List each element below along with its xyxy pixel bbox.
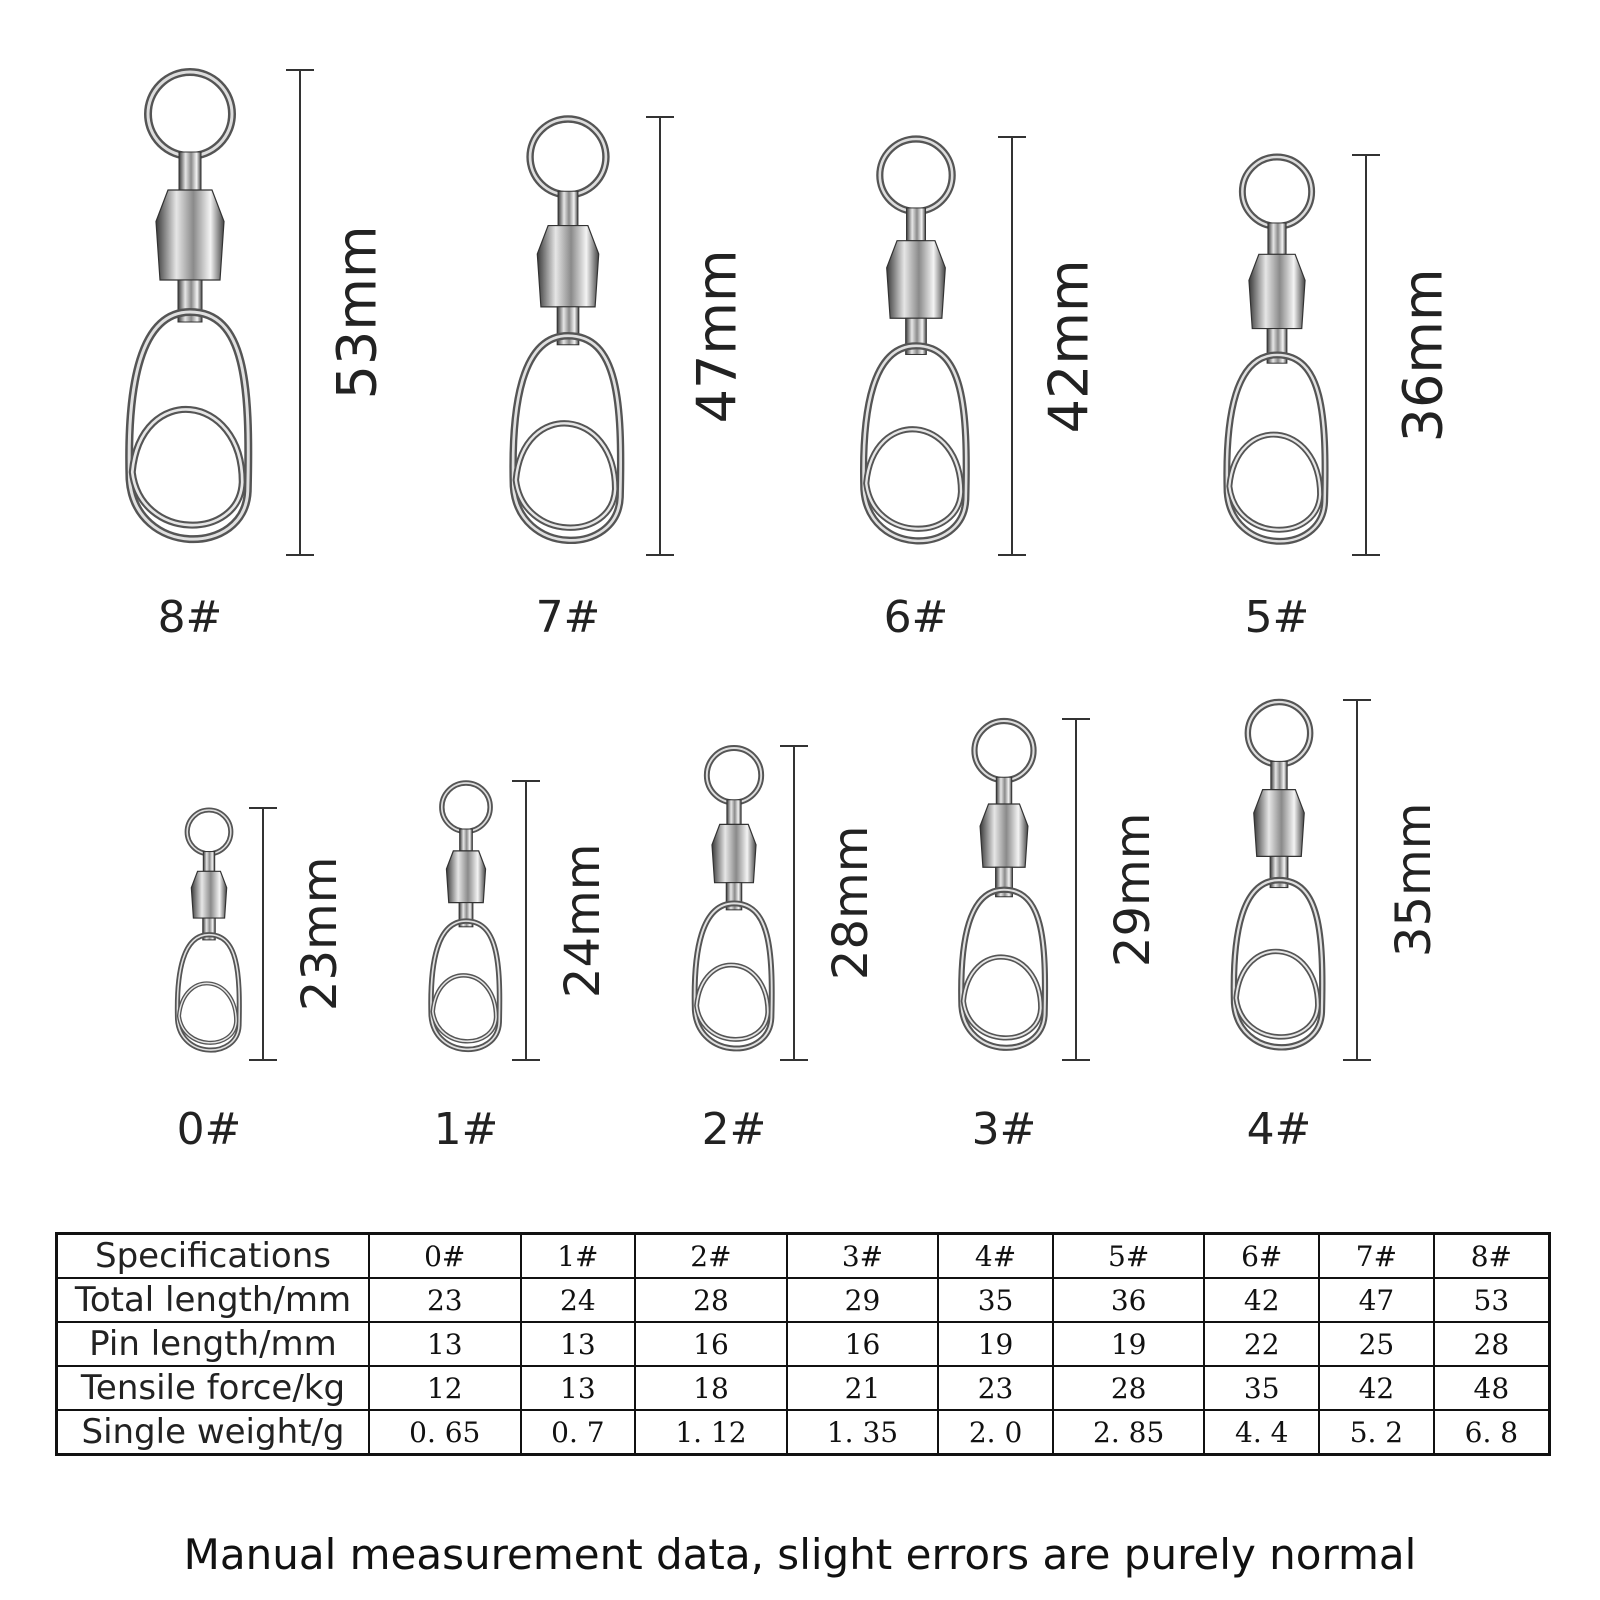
table-cell: 22	[1204, 1322, 1319, 1366]
table-cell: 28	[1434, 1322, 1550, 1366]
swivel-barrel	[712, 824, 756, 882]
dimension-line	[1352, 155, 1380, 555]
swivel-barrel	[156, 190, 224, 280]
table-cell: 28	[1053, 1366, 1205, 1410]
row-header: Specifications	[57, 1234, 370, 1279]
size-label: 7#	[535, 592, 601, 643]
table-cell: 53	[1434, 1278, 1550, 1322]
table-cell: 19	[1053, 1322, 1205, 1366]
row-header: Pin length/mm	[57, 1322, 370, 1366]
table-cell: 1. 12	[635, 1410, 787, 1455]
spec-table	[55, 1232, 1551, 1456]
swivel-neck	[460, 829, 473, 851]
swivel-neck	[996, 777, 1011, 804]
table-cell: 6#	[1204, 1234, 1319, 1279]
length-label: 24mm	[555, 843, 612, 998]
table-cell: 6. 8	[1434, 1410, 1550, 1455]
swivel-neck	[1268, 223, 1286, 254]
swivel-barrel	[537, 226, 598, 307]
table-cell: 35	[938, 1278, 1053, 1322]
table-cell: 2. 85	[1053, 1410, 1205, 1455]
table-cell: 16	[787, 1322, 939, 1366]
size-label: 8#	[157, 592, 223, 643]
table-cell: 47	[1319, 1278, 1434, 1322]
table-cell: 16	[635, 1322, 787, 1366]
size-label: 5#	[1244, 592, 1310, 643]
swivel-neck	[727, 800, 741, 825]
size-label: 2#	[701, 1104, 767, 1155]
table-cell: 1. 35	[787, 1410, 939, 1455]
table-cell: 13	[521, 1366, 636, 1410]
swivel-neck	[179, 152, 201, 190]
table-cell: 7#	[1319, 1234, 1434, 1279]
table-row	[57, 1322, 1550, 1366]
dimension-line	[780, 746, 808, 1060]
swivel-neck	[1271, 761, 1287, 789]
table-cell: 12	[369, 1366, 521, 1410]
table-cell: 0. 65	[369, 1410, 521, 1455]
row-header: Single weight/g	[57, 1410, 370, 1455]
length-label: 42mm	[1037, 259, 1101, 433]
swivel-5	[1227, 157, 1325, 541]
table-row	[57, 1366, 1550, 1410]
dimension-line	[1062, 719, 1090, 1060]
swivel-barrel	[446, 851, 485, 903]
table-cell: 13	[521, 1322, 636, 1366]
size-label: 6#	[883, 592, 949, 643]
table-cell: 42	[1204, 1278, 1319, 1322]
row-header: Tensile force/kg	[57, 1366, 370, 1410]
swivel-6	[864, 139, 967, 541]
table-cell: 19	[938, 1322, 1053, 1366]
swivel-barrel	[1249, 254, 1305, 328]
length-label: 36mm	[1391, 268, 1455, 442]
length-label: 23mm	[292, 856, 349, 1012]
size-label: 1#	[433, 1104, 499, 1155]
table-cell: 4#	[938, 1234, 1053, 1279]
dimension-line	[286, 70, 314, 555]
footer-note: Manual measurement data, slight errors are purely normal	[183, 1530, 1417, 1579]
swivel-barrel	[191, 871, 226, 918]
table-row	[57, 1410, 1550, 1455]
size-label: 4#	[1246, 1104, 1312, 1155]
length-label: 47mm	[685, 249, 749, 423]
table-cell: 21	[787, 1366, 939, 1410]
table-cell: 2#	[635, 1234, 787, 1279]
swivel-barrel	[887, 241, 946, 319]
dimension-line	[1343, 700, 1371, 1060]
swivel-2	[695, 748, 772, 1048]
table-cell: 48	[1434, 1366, 1550, 1410]
length-label: 53mm	[325, 225, 389, 400]
dimension-line	[249, 808, 277, 1060]
dimension-line	[646, 117, 674, 555]
table-cell: 35	[1204, 1366, 1319, 1410]
table-cell: 23	[938, 1366, 1053, 1410]
table-cell: 2. 0	[938, 1410, 1053, 1455]
table-cell: 24	[521, 1278, 636, 1322]
table-cell: 25	[1319, 1322, 1434, 1366]
table-cell: 23	[369, 1278, 521, 1322]
table-cell: 8#	[1434, 1234, 1550, 1279]
swivel-neck	[907, 208, 926, 241]
table-cell: 4. 4	[1204, 1410, 1319, 1455]
length-label: 35mm	[1386, 802, 1443, 958]
table-cell: 42	[1319, 1366, 1434, 1410]
table-cell: 1#	[521, 1234, 636, 1279]
table-cell: 29	[787, 1278, 939, 1322]
swivel-3	[961, 721, 1045, 1048]
table-cell: 0#	[369, 1234, 521, 1279]
length-label: 28mm	[823, 825, 880, 981]
swivel-0	[177, 810, 239, 1050]
table-row	[57, 1278, 1550, 1322]
swivel-neck	[558, 191, 578, 225]
swivel-7	[513, 119, 621, 540]
table-row	[57, 1234, 1550, 1279]
dimension-line	[998, 137, 1026, 555]
size-label: 3#	[971, 1104, 1037, 1155]
swivel-neck	[203, 852, 214, 872]
table-cell: 28	[635, 1278, 787, 1322]
table-cell: 5#	[1053, 1234, 1205, 1279]
row-header: Total length/mm	[57, 1278, 370, 1322]
swivel-barrel	[1254, 790, 1304, 857]
swivel-8	[129, 72, 248, 539]
length-label: 29mm	[1105, 812, 1162, 967]
table-cell: 5. 2	[1319, 1410, 1434, 1455]
swivel-4	[1234, 702, 1322, 1047]
table-cell: 13	[369, 1322, 521, 1366]
swivel-barrel	[980, 804, 1028, 867]
table-cell: 18	[635, 1366, 787, 1410]
table-cell: 0. 7	[521, 1410, 636, 1455]
table-cell: 3#	[787, 1234, 939, 1279]
dimension-line	[512, 781, 540, 1060]
swivel-1	[431, 783, 500, 1049]
size-label: 0#	[176, 1104, 242, 1155]
table-cell: 36	[1053, 1278, 1205, 1322]
